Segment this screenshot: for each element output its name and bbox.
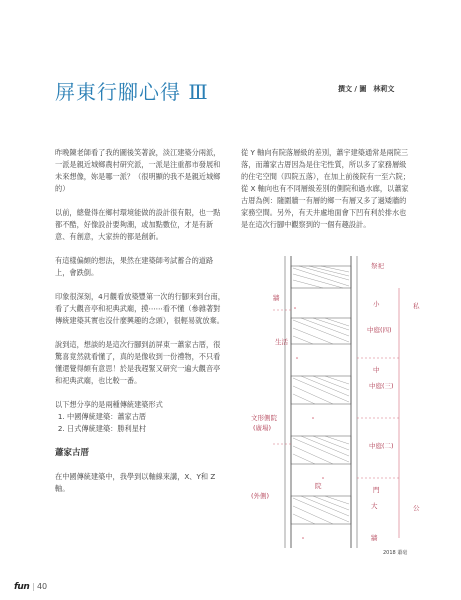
paragraph: 昨晚陳老師看了我的圖後笑著說，淡江建築分兩派，一派是親近城鄉農村研究派，一派是注重都市發展和未來想像，妳是哪一派？（很明顯的我不是親近城鄉的） (55, 148, 221, 193)
sketch-label: 小 (373, 300, 380, 308)
sketch-label: 門 (373, 486, 380, 494)
magazine-logo: fun (14, 582, 30, 592)
sketch-label: 祭祀 (371, 262, 384, 270)
paragraph: 以前，總覺得在鄉村環境能做的設計很有限，也一點都不酷，好像設計要夠潮，或加點數位，才是有新意、有創意，大家拚的都是創新。 (55, 208, 221, 241)
sketch-label: 中 (373, 366, 380, 374)
sketch-label: 中庭(四) (367, 326, 392, 334)
list-item: 1. 中國傳統建築：蕭家古厝 (67, 411, 226, 423)
sketch-label: 院 (315, 482, 322, 490)
list-item: 2. 日式傳統建築：勝利星村 (67, 423, 226, 435)
paragraph: 有這樣偏頗的想法，果然在建築師考試蓄合的道路上，會跌倒。 (55, 256, 214, 277)
paragraph: 在中國傳統建築中，我學到以軸線來講，X、Y和 Z 軸。 (55, 472, 216, 493)
page-number: 40 (36, 582, 48, 591)
sketch-label: 私 (413, 302, 420, 310)
paragraph: 說到這，想談的是這次行腳到訪屏東一蕭家古厝，很驚喜竟然就看懂了，真的是像收到一份禮物，不只看懂還覺得頗有意思！於是我趕緊又研究一遍大觀音亭和祀典武廟，也比較一番。 (55, 340, 221, 385)
sketch-label: 公 (413, 504, 420, 512)
sketch-label: 中庭(二) (369, 442, 394, 450)
sketch-label: 生活 (275, 338, 288, 346)
sketch-label: (廣場) (253, 424, 272, 432)
paragraph: 以下想分享的是兩種傳統建築形式 (55, 400, 163, 409)
article-byline: 撰文 / 圖 林莉文 (338, 85, 395, 93)
paragraph: 從 Y 軸向有院落層級的差別，蕭宇建築通常是兩院三落，而蕭家古厝因為是住宅性質，所以多了家務層級的住宅空間（四院五落），在加上前後院有一至六院；從 X 軸向也有不同層級差別的側院和過水廊，以蕭家古厝為例：隨圍牆一有層的鄉一有層又多了過矮牆的家務空間。另外，有天井處地面會下凹有利於排水也是在這次行腳中觀察到的一個有趣設計。 (241, 148, 410, 229)
section-subheading: 蕭家古厝 (55, 448, 90, 458)
sketch-label: 牆 (371, 534, 378, 542)
sketch-label: 牆 (273, 294, 280, 302)
sketch-signature: 2018 蕭毫 (383, 550, 408, 556)
paragraph: 印象很深刻，4月觀看放築豐第一次的行腳來到台南，看了大觀音亭和祀典武廟，摸⋯⋯看不懂（參雜著對傳統建築其實也沒什麼興趣的念頭），很輕易就放棄。 (55, 292, 225, 325)
sketch-label: 文形側院 (251, 414, 277, 422)
left-column (55, 147, 226, 507)
article-title: 屏東行腳心得 Ⅲ (55, 80, 209, 104)
page-footer: fun | 40 (14, 582, 48, 592)
right-column (241, 147, 413, 243)
building-type-list (55, 411, 226, 435)
sketch-label: 大 (371, 502, 378, 510)
sketch-label: (外側) (251, 492, 270, 500)
floor-plan-sketch (233, 248, 433, 563)
sketch-label: 中庭(三) (369, 382, 394, 390)
